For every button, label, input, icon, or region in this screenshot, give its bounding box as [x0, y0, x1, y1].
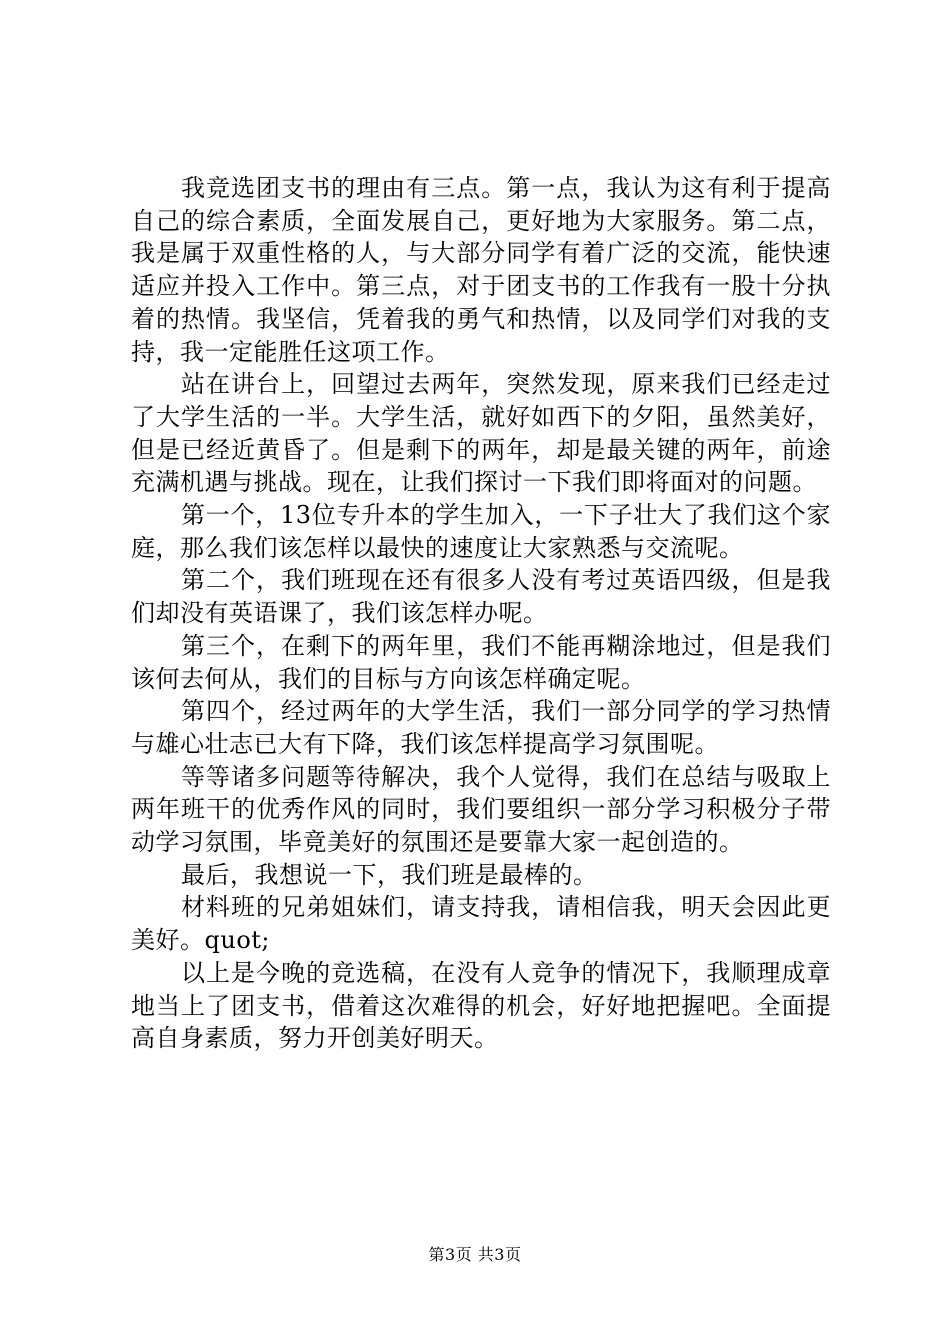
paragraph-3: 第一个，13位专升本的学生加入，一下子壮大了我们这个家庭，那么我们该怎样以最快的速度让大家熟悉与交流呢。 [131, 501, 831, 562]
page-footer [0, 1245, 950, 1265]
paragraph-6: 第四个，经过两年的大学生活，我们一部分同学的学习热情与雄心壮志已大有下降，我们该怎样提高学习氛围呢。 [131, 697, 831, 758]
paragraph-9: 材料班的兄弟姐妹们，请支持我，请相信我，明天会因此更美好。quot; [131, 893, 831, 955]
paragraph-7: 等等诸多问题等待解决，我个人觉得，我们在总结与吸取上两年班干的优秀作风的同时，我们要组织一部分学习积极分子带动学习氛围，毕竟美好的氛围还是要靠大家一起创造的。 [131, 762, 831, 857]
page-number-label: 第3页 共3页 [428, 1245, 522, 1264]
paragraph-2: 站在讲台上，回望过去两年，突然发现，原来我们已经走过了大学生活的一半。大学生活，就好如西下的夕阳，虽然美好，但是已经近黄昏了。但是剩下的两年，却是最关键的两年，前途充满机遇与挑战。现在，让我们探讨一下我们即将面对的问题。 [131, 370, 831, 497]
document-body [131, 172, 831, 1055]
paragraph-1: 我竞选团支书的理由有三点。第一点，我认为这有利于提高自己的综合素质，全面发展自己，更好地为大家服务。第二点，我是属于双重性格的人，与大部分同学有着广泛的交流，能快速适应并投入工作中。第三点，对于团支书的工作我有一股十分执着的热情。我坚信，凭着我的勇气和热情，以及同学们对我的支持，我一定能胜任这项工作。 [131, 174, 831, 366]
paragraph-4: 第二个，我们班现在还有很多人没有考过英语四级，但是我们却没有英语课了，我们该怎样办呢。 [131, 566, 831, 628]
paragraph-8: 最后，我想说一下，我们班是最棒的。 [181, 860, 598, 889]
paragraph-5: 第三个，在剩下的两年里，我们不能再糊涂地过，但是我们该何去何从，我们的目标与方向该怎样确定呢。 [131, 631, 831, 693]
paragraph-10: 以上是今晚的竞选稿，在没有人竞争的情况下，我顺理成章地当上了团支书，借着这次难得的机会，好好地把握吧。全面提高自身素质，努力开创美好明天。 [131, 958, 831, 1053]
